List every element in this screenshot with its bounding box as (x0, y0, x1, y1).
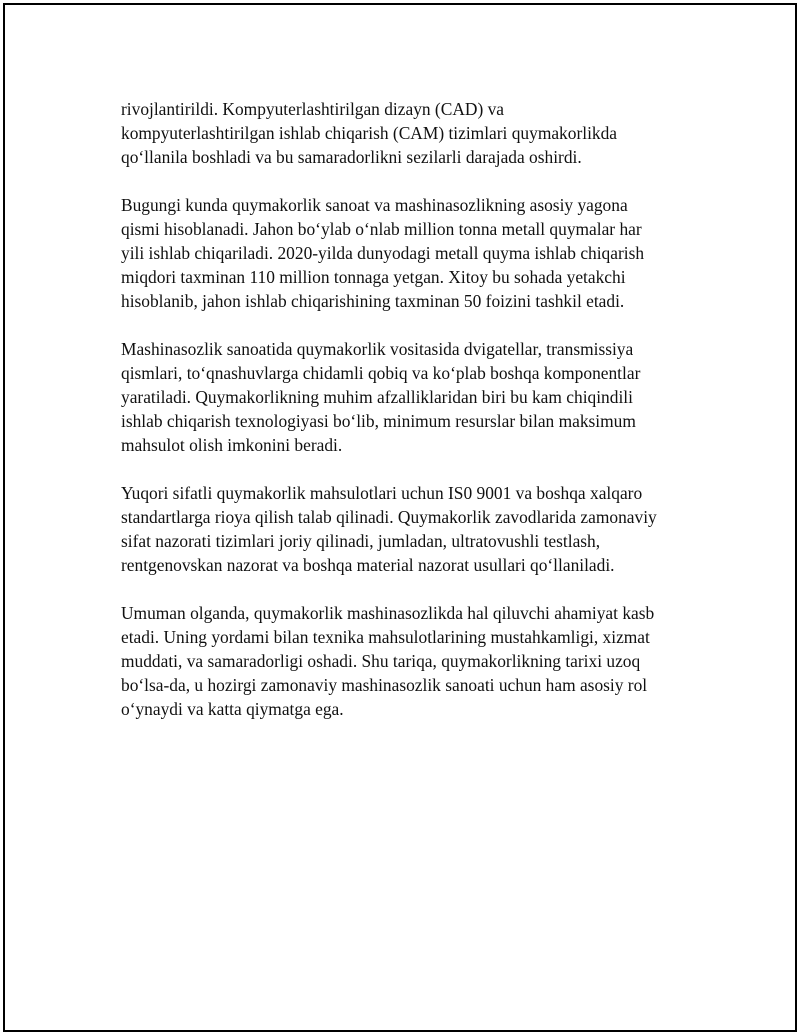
text-line: etadi. Uning yordami bilan texnika mahsulotlarining mustahkamligi, xizmat (121, 627, 650, 647)
text-line: sifat nazorati tizimlari joriy qilinadi, jumladan, ultratovushli testlash, (121, 531, 601, 551)
text-line: rivojlantirildi. Kompyuterlashtirilgan dizayn (CAD) va (121, 99, 504, 119)
text-line: yili ishlab chiqariladi. 2020-yilda dunyodagi metall quyma ishlab chiqarish (121, 243, 645, 263)
text-line: qismlari, to‘qnashuvlarga chidamli qobiq va ko‘plab boshqa komponentlar (121, 363, 641, 383)
paragraph-4 (121, 481, 701, 577)
text-line: muddati, va samaradorligi oshadi. Shu tariqa, quymakorlikning tarixi uzoq (121, 651, 641, 671)
text-line: qo‘llanila boshladi va bu samaradorlikni sezilarli darajada oshirdi. (121, 147, 582, 167)
text-line: Umuman olganda, quymakorlik mashinasozlikda hal qiluvchi ahamiyat kasb (121, 603, 655, 623)
document-body (121, 97, 701, 745)
text-line: Mashinasozlik sanoatida quymakorlik vositasida dvigatellar, transmissiya (121, 339, 634, 359)
document-page (3, 3, 797, 1032)
text-line: qismi hisoblanadi. Jahon bo‘ylab o‘nlab million tonna metall quymalar har (121, 219, 642, 239)
text-line: miqdori taxminan 110 million tonnaga yetgan. Xitoy bu sohada yetakchi (121, 267, 626, 287)
text-line: hisoblanib, jahon ishlab chiqarishining taxminan 50 foizini tashkil etadi. (121, 291, 625, 311)
text-line: yaratiladi. Quymakorlikning muhim afzalliklaridan biri bu kam chiqindili (121, 387, 633, 407)
text-line: ishlab chiqarish texnologiyasi bo‘lib, minimum resurslar bilan maksimum (121, 411, 636, 431)
text-line: standartlarga rioya qilish talab qilinadi. Quymakorlik zavodlarida zamonaviy (121, 507, 657, 527)
text-line: bo‘lsa-da, u hozirgi zamonaviy mashinasozlik sanoati uchun ham asosiy rol (121, 675, 648, 695)
paragraph-5 (121, 601, 701, 721)
text-line: mahsulot olish imkonini beradi. (121, 435, 343, 455)
paragraph-1 (121, 97, 701, 169)
text-line: kompyuterlashtirilgan ishlab chiqarish (CAM) tizimlari quymakorlikda (121, 123, 618, 143)
text-line: Yuqori sifatli quymakorlik mahsulotlari uchun IS0 9001 va boshqa xalqaro (121, 483, 643, 503)
text-line: rentgenovskan nazorat va boshqa material nazorat usullari qo‘llaniladi. (121, 555, 615, 575)
paragraph-2 (121, 193, 701, 313)
paragraph-3 (121, 337, 701, 457)
text-line: Bugungi kunda quymakorlik sanoat va mashinasozlikning asosiy yagona (121, 195, 628, 215)
text-line: o‘ynaydi va katta qiymatga ega. (121, 699, 344, 719)
